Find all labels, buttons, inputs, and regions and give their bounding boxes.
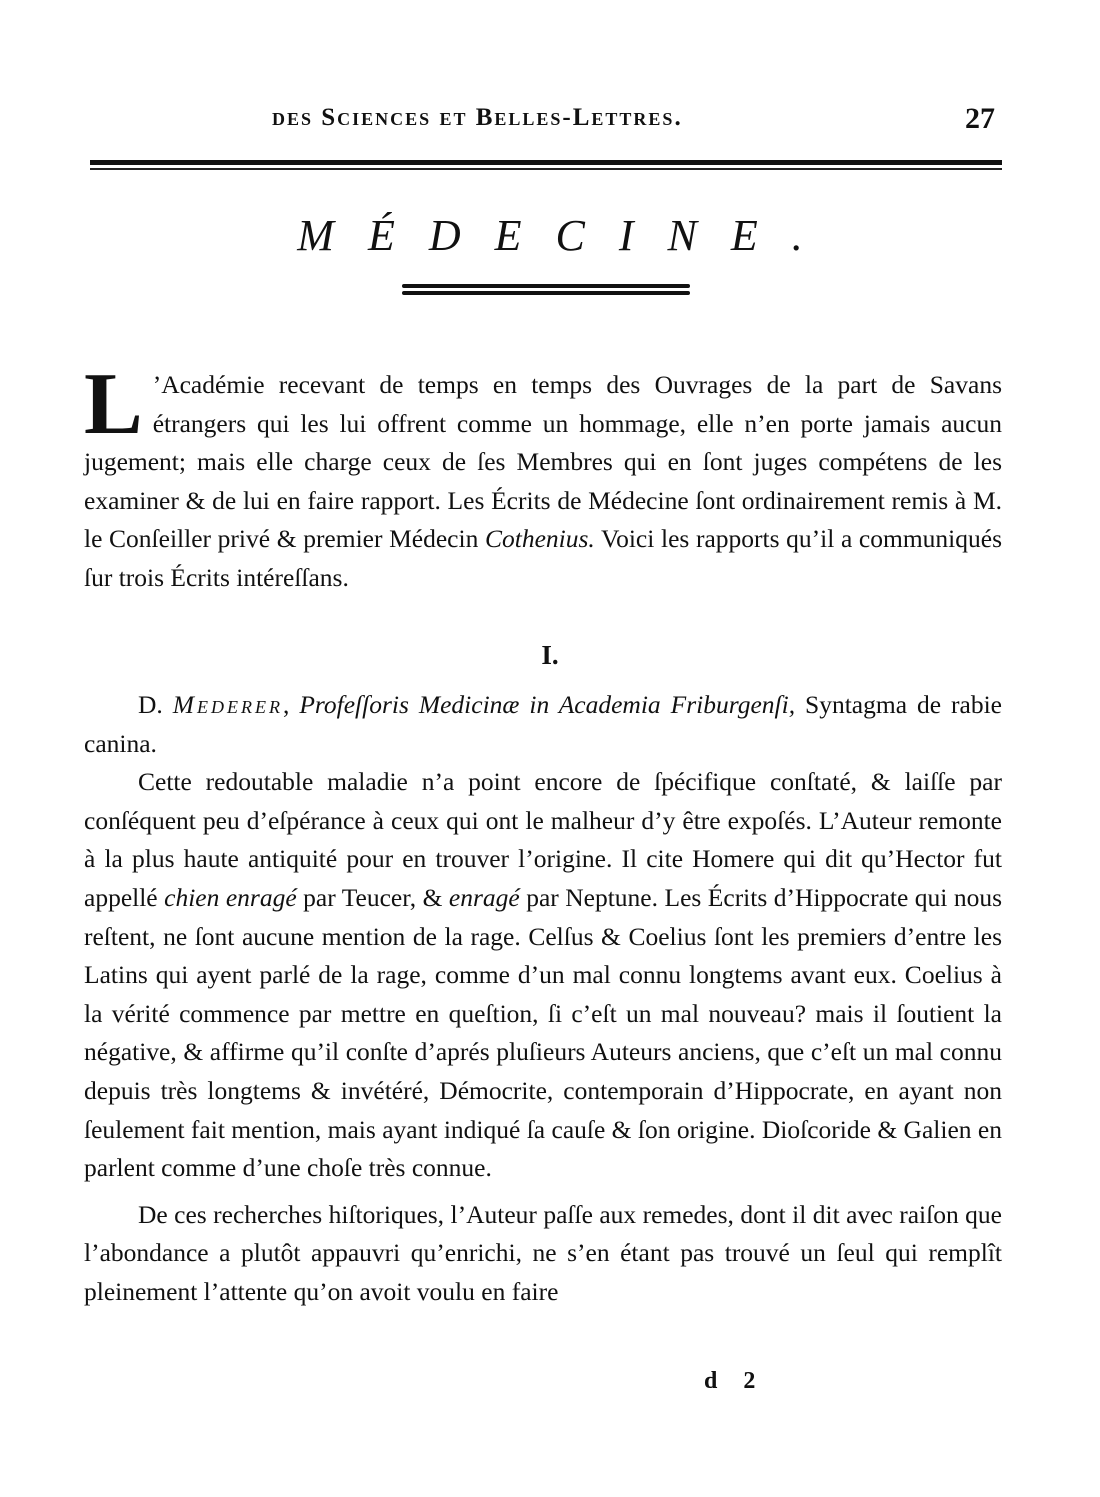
entry-citation — [84, 686, 1002, 763]
intro-author-name: Cothenius. — [484, 524, 595, 554]
entry-paragraph-2: De ces recherches hiſtoriques, l’Auteur paſſe aux remedes, dont il dit avec raiſon que l’abondance a plutôt appauvri qu’enrichi, ne s’en étant pas trouvé un ſeul qui remplît pleinement l’attente qu’on avoit voulu en faire — [84, 1199, 1002, 1306]
entry-paragraph-1 — [84, 763, 1002, 1188]
intro-paragraph — [84, 356, 1002, 598]
para1-italic-1: chien enragé — [164, 882, 297, 912]
citation-title: Profeſſoris Medicinæ in Academia Friburgenſi, — [299, 690, 796, 719]
para1-italic-2: enragé — [448, 882, 520, 912]
citation-title-rest: Syntagma de rabie canina. — [84, 690, 1002, 758]
rule-thin-line — [90, 168, 1002, 170]
entry-body — [84, 686, 1002, 1312]
citation-sep: , — [282, 690, 300, 719]
rule-line-upper — [402, 284, 690, 288]
rule-line-lower — [402, 291, 690, 295]
title-ornamental-rule — [402, 284, 690, 296]
intro-text: ’Académie recevant de temps en temps des Ouvrages de la part de Savans étrangers qui les lui offrent comme un hommage, elle n’en porte jamais aucun jugement; mais elle charge ceux de ſes Membres qui en ſont juges compétens de les examiner & de lui en faire rapport. Les Écrits de Médecine ſont ordinairement remis à M. le Conſeiller privé & premier Médecin — [84, 370, 1002, 554]
section-title: MÉDECINE. — [297, 211, 837, 260]
para1-text-b: par Teucer, & — [296, 882, 449, 912]
drop-cap: L — [84, 356, 143, 453]
running-head — [0, 104, 1100, 144]
entry-numeral: I. — [541, 640, 559, 670]
header-double-rule — [90, 160, 1002, 172]
signature-mark: d 2 — [704, 1368, 766, 1394]
para1-text-a: Cette redoutable maladie n’a point encore de ſpécifique conſtaté, & laiſſe par conſéquent peu d’eſpérance à ceux qui ont le malheur d’y être expoſés. L’Auteur remonte à la plus haute antiquité pour en trouver l’origine. Il cite Homere qui dit qu’Hector fut appellé — [84, 767, 1002, 912]
page-number: 27 — [965, 102, 995, 135]
citation-prefix: D. — [138, 690, 173, 719]
intro-text-end: Voici les rapports qu’il a communiqués ſur trois Écrits intéreſſans. — [84, 524, 1002, 592]
rule-thick-line — [90, 160, 1002, 165]
citation-author: Mederer — [172, 690, 283, 719]
para1-text-c: par Neptune. Les Écrits d’Hippocrate qui nous reſtent, ne ſont aucune mention de la rage. Celſus & Coelius ſont les premiers d’entre les Latins qui ayent parlé de la rage, comme d’un mal connu longtems avant eux. Coelius à la vérité commence par mettre en queſtion, ſi c’eſt un mal nouveau? mais il ſoutient la négative, & affirme qu’il conſte d’aprés pluſieurs Auteurs anciens, que c’eſt un mal connu depuis très longtems & invétéré, Démocrite, contemporain d’Hippocrate, en ayant non ſeulement fait mention, mais ayant indiqué ſa cauſe & ſon origine. Dioſcoride & Galien en parlent comme d’une choſe très connue. — [84, 882, 1003, 1183]
running-title: des Sciences et Belles-Lettres. — [272, 104, 683, 131]
